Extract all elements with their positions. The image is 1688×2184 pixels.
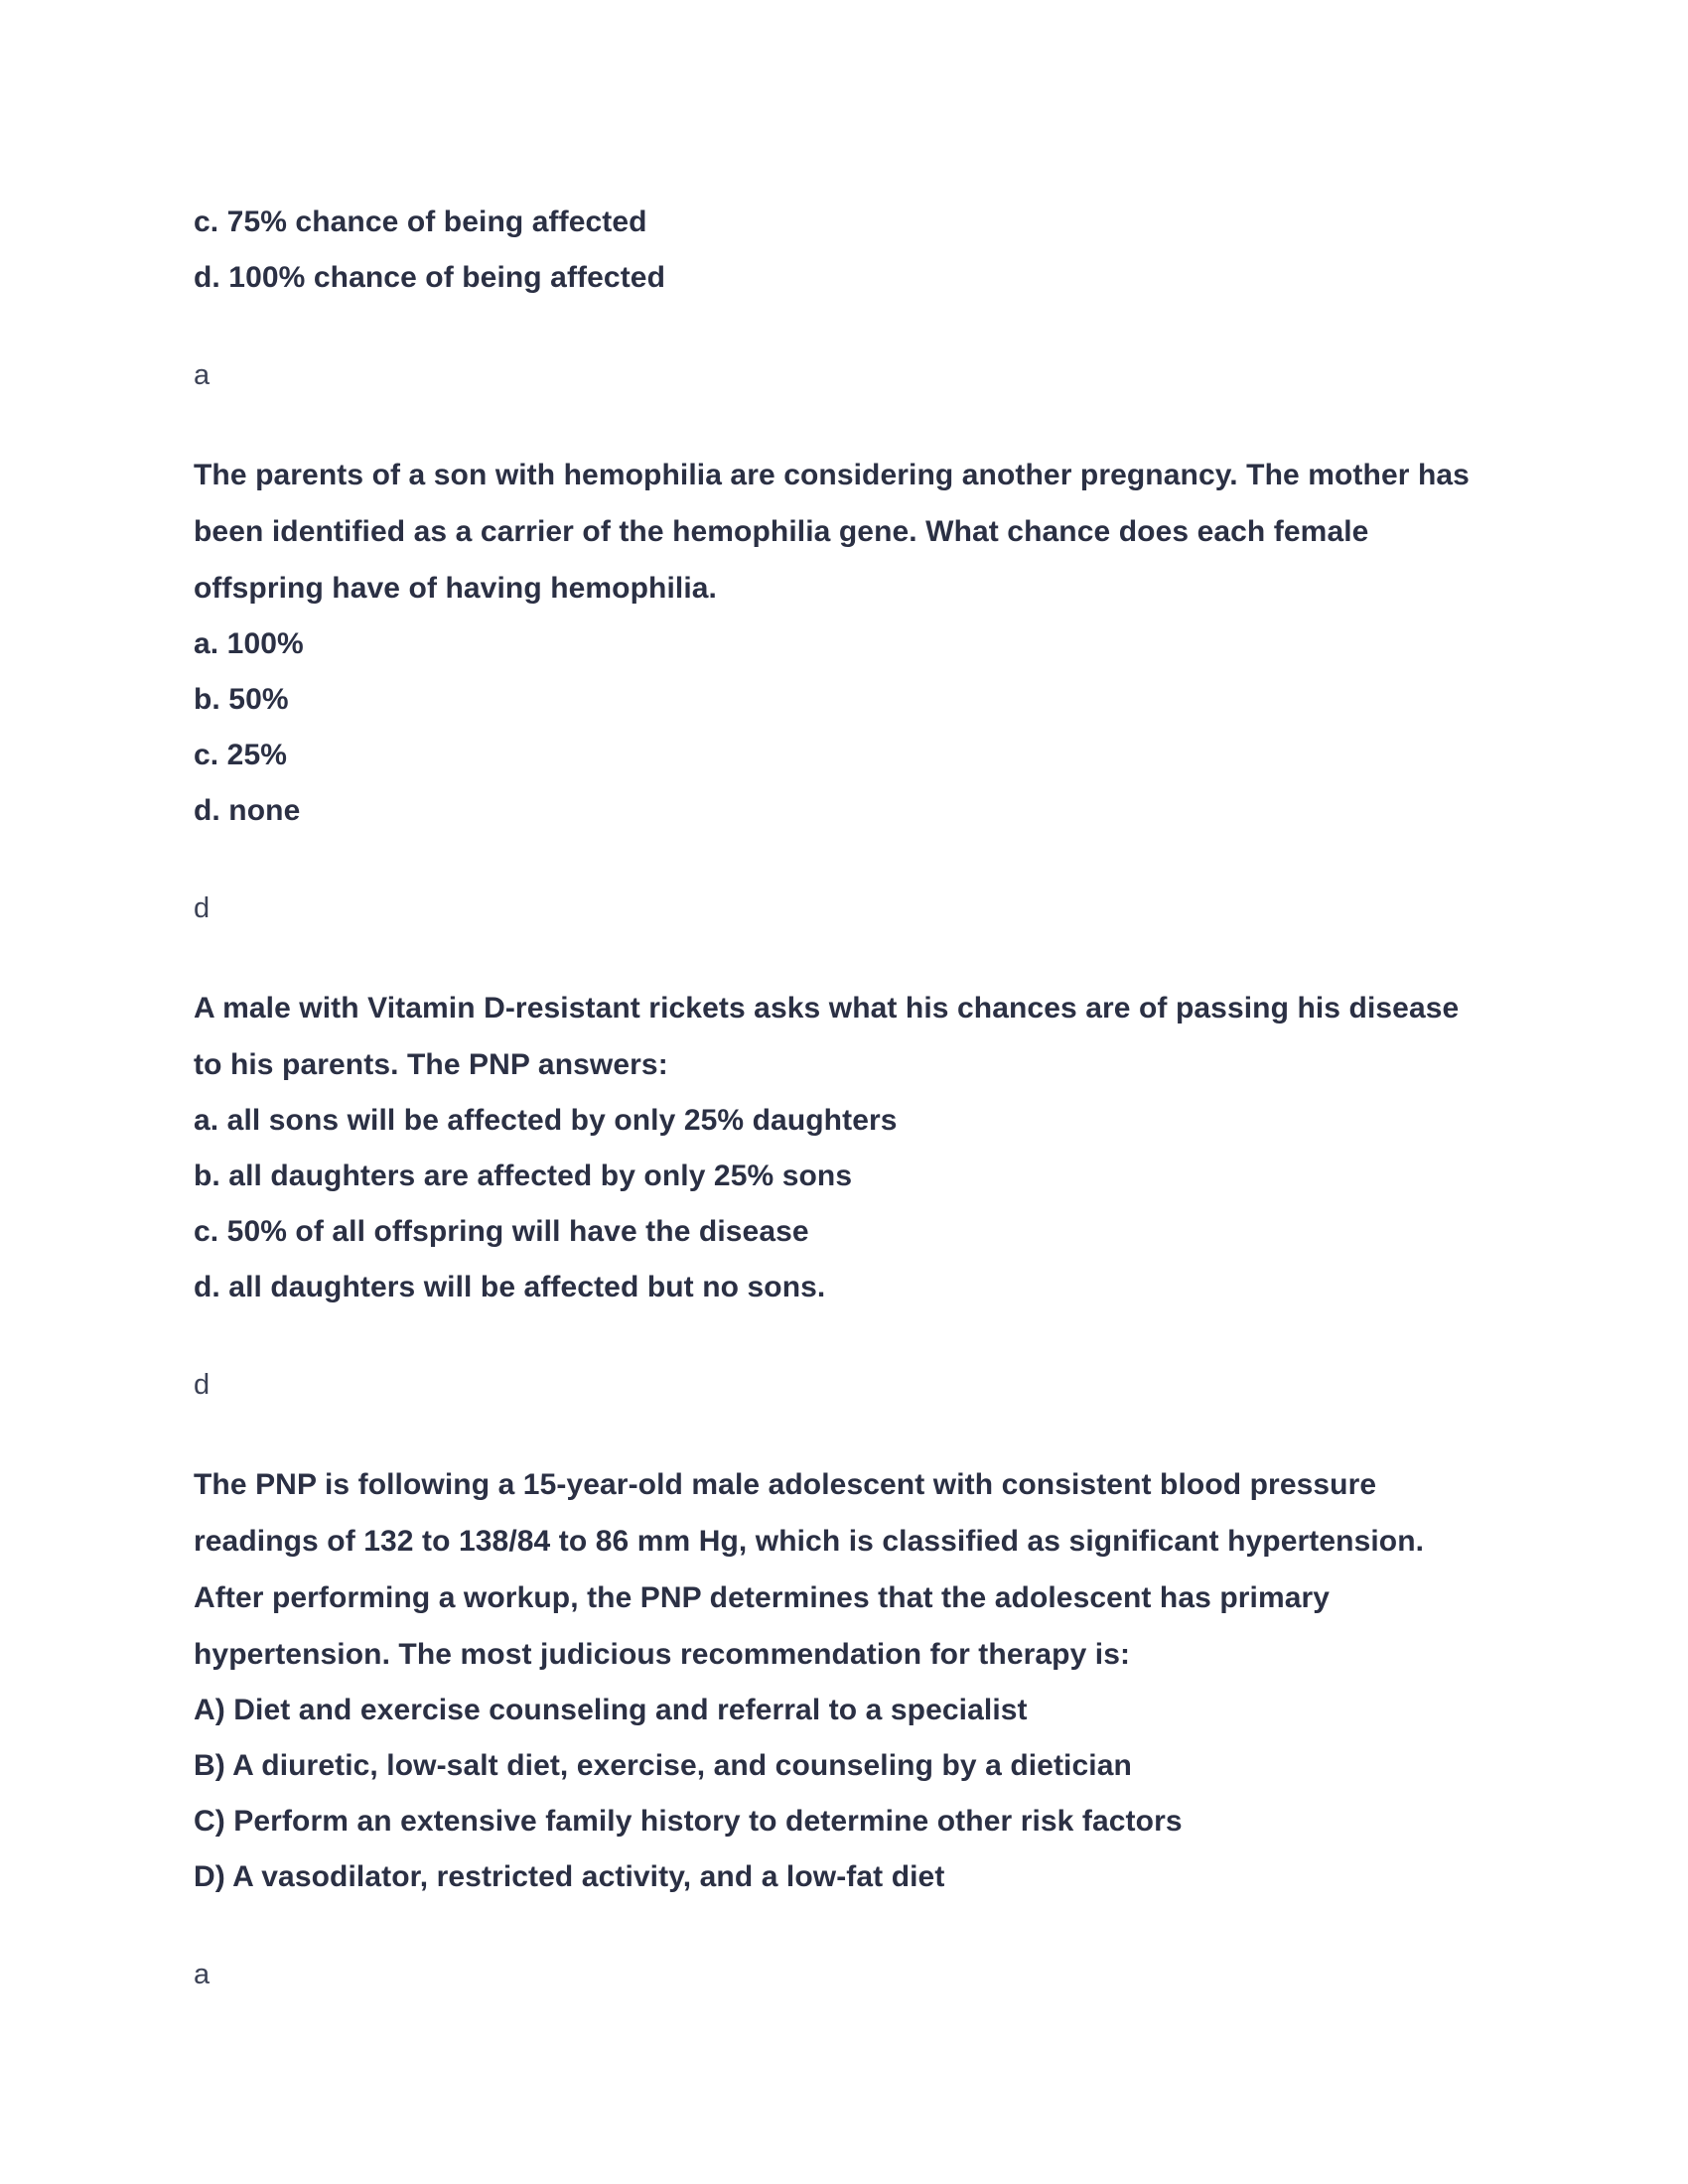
question-text: The PNP is following a 15-year-old male adolescent with consistent blood pressure readings of 132 to 138/84 to 86 mm Hg, which is classified as significant hypertension. After performing a workup, the PNP determines that the adolescent has primary hypertension. The most judicious recommendation for therapy is:	[194, 1468, 1425, 1671]
option-item: c. 75% chance of being affected	[194, 205, 647, 238]
question-text: The parents of a son with hemophilia are considering another pregnancy. The mother has been identified as a carrier of the hemophilia gene. What chance does each female offspring have of having hemophilia.	[194, 459, 1470, 605]
answer-letter: d	[194, 1369, 211, 1401]
option-item: d. 100% chance of being affected	[194, 261, 665, 294]
option-item: c. 50% of all offspring will have the disease	[194, 1215, 809, 1248]
answer-letter: a	[194, 1959, 211, 1990]
spacer	[194, 1315, 1475, 1357]
option-item: b. all daughters are affected by only 25% sons	[194, 1160, 853, 1192]
document-body	[194, 195, 1475, 2002]
option-item: A) Diet and exercise counseling and referral to a specialist	[194, 1694, 1028, 1726]
option-item: C) Perform an extensive family history to determine other risk factors	[194, 1805, 1183, 1838]
option-item: d. none	[194, 794, 301, 827]
option-item: B) A diuretic, low-salt diet, exercise, and counseling by a dietician	[194, 1749, 1132, 1782]
question-block-2	[194, 447, 1475, 980]
option-item: c. 25%	[194, 739, 287, 771]
option-item: a. all sons will be affected by only 25% daughters	[194, 1104, 898, 1137]
question-text: A male with Vitamin D-resistant rickets asks what his chances are of passing his disease to his parents. The PNP answers:	[194, 992, 1460, 1081]
spacer	[194, 839, 1475, 881]
spacer	[194, 1905, 1475, 1947]
question-block-3	[194, 980, 1475, 1456]
spacer	[194, 403, 1475, 447]
spacer	[194, 936, 1475, 980]
option-item: b. 50%	[194, 683, 289, 716]
answer-letter: a	[194, 359, 211, 391]
option-item: D) A vasodilator, restricted activity, and a low-fat diet	[194, 1860, 945, 1893]
option-item: d. all daughters will be affected but no sons.	[194, 1271, 826, 1303]
question-block-4	[194, 1456, 1475, 2002]
option-item: a. 100%	[194, 627, 304, 660]
spacer	[194, 306, 1475, 347]
spacer	[194, 1413, 1475, 1456]
answer-letter: d	[194, 892, 211, 924]
question-block-1	[194, 195, 1475, 447]
